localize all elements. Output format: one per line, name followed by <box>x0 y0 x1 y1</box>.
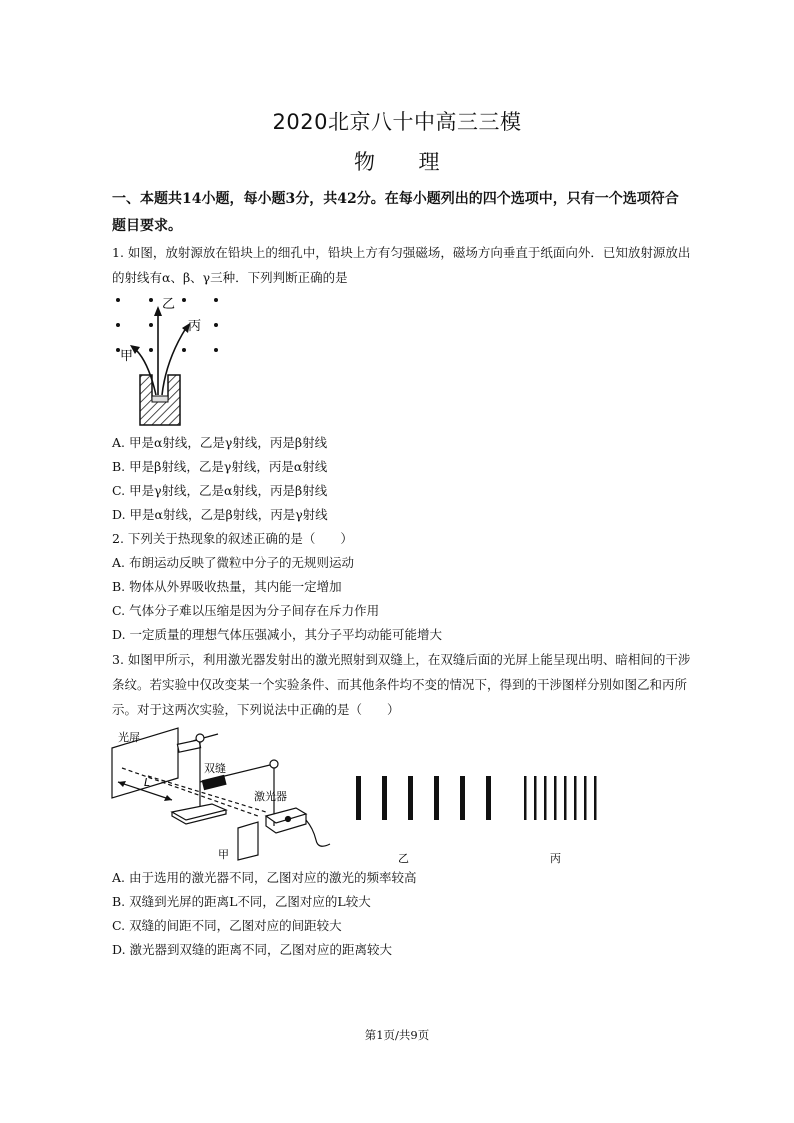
page-number: 第1页/共9页 <box>364 1028 430 1042</box>
q3-option-c: C. 双缝的间距不同，乙图对应的间距较大 <box>112 918 342 933</box>
caption-yi: 乙 <box>398 852 409 865</box>
question-3-stem: 3. 如图甲所示，利用激光器发射出的激光照射到双缝上，在双缝后面的光屏上能呈现出明、暗相间的干涉条纹。若实验中仅改变某一个实验条件、而其他条件均不变的情况下，得到的干涉图样分别如图乙和丙所示。对于这两次实验，下列说法中正确的是（ ） <box>112 652 691 717</box>
fringe-pattern-yi <box>350 770 500 865</box>
caption-jia: 甲 <box>218 848 229 861</box>
fringe-pattern-bing <box>518 770 608 865</box>
label-double-slit: 双缝 <box>204 762 226 775</box>
label-screen: 光屏 <box>118 731 140 744</box>
label-jia: 甲 <box>120 349 134 364</box>
radiation-figure <box>108 290 228 430</box>
label-laser: 激光器 <box>254 790 287 803</box>
q2-option-b: B. 物体从外界吸收热量，其内能一定增加 <box>112 579 342 594</box>
exam-title: 2020北京八十中高三三模 <box>272 110 522 134</box>
label-L: L <box>144 776 151 789</box>
label-bing: 丙 <box>188 319 202 334</box>
q1-option-b: B. 甲是β射线，乙是γ射线，丙是α射线 <box>112 459 328 474</box>
section-heading: 一、本题共14小题，每小题3分，共42分。在每小题列出的四个选项中，只有一个选项符合题目要求。 <box>112 191 679 234</box>
q2-option-a: A. 布朗运动反映了微粒中分子的无规则运动 <box>112 555 354 570</box>
q2-option-c: C. 气体分子难以压缩是因为分子间存在斥力作用 <box>112 603 380 618</box>
double-slit-apparatus-figure <box>108 720 338 865</box>
q3-option-b: B. 双缝到光屏的距离L不同，乙图对应的L较大 <box>112 894 371 909</box>
q3-option-a: A. 由于选用的激光器不同，乙图对应的激光的频率较高 <box>112 870 417 885</box>
question-1-stem: 1. 如图，放射源放在铅块上的细孔中，铅块上方有匀强磁场，磁场方向垂直于纸面向外．已知放射源放出的射线有α、β、γ三种．下列判断正确的是 <box>112 245 691 285</box>
q1-option-a: A. 甲是α射线，乙是γ射线，丙是β射线 <box>112 435 328 450</box>
ray-arrowheads <box>130 306 190 354</box>
q3-option-d: D. 激光器到双缝的距离不同，乙图对应的距离较大 <box>112 942 393 957</box>
subject-title: 物 理 <box>354 150 440 174</box>
label-yi: 乙 <box>162 297 176 312</box>
lead-block <box>140 375 180 425</box>
q2-option-d: D. 一定质量的理想气体压强减小，其分子平均动能可能增大 <box>112 627 443 642</box>
q1-option-d: D. 甲是α射线，乙是β射线，丙是γ射线 <box>112 507 328 522</box>
q1-option-c: C. 甲是γ射线，乙是α射线，丙是β射线 <box>112 483 328 498</box>
caption-bing: 丙 <box>550 852 561 865</box>
question-2-stem: 2. 下列关于热现象的叙述正确的是（ ） <box>112 531 353 546</box>
